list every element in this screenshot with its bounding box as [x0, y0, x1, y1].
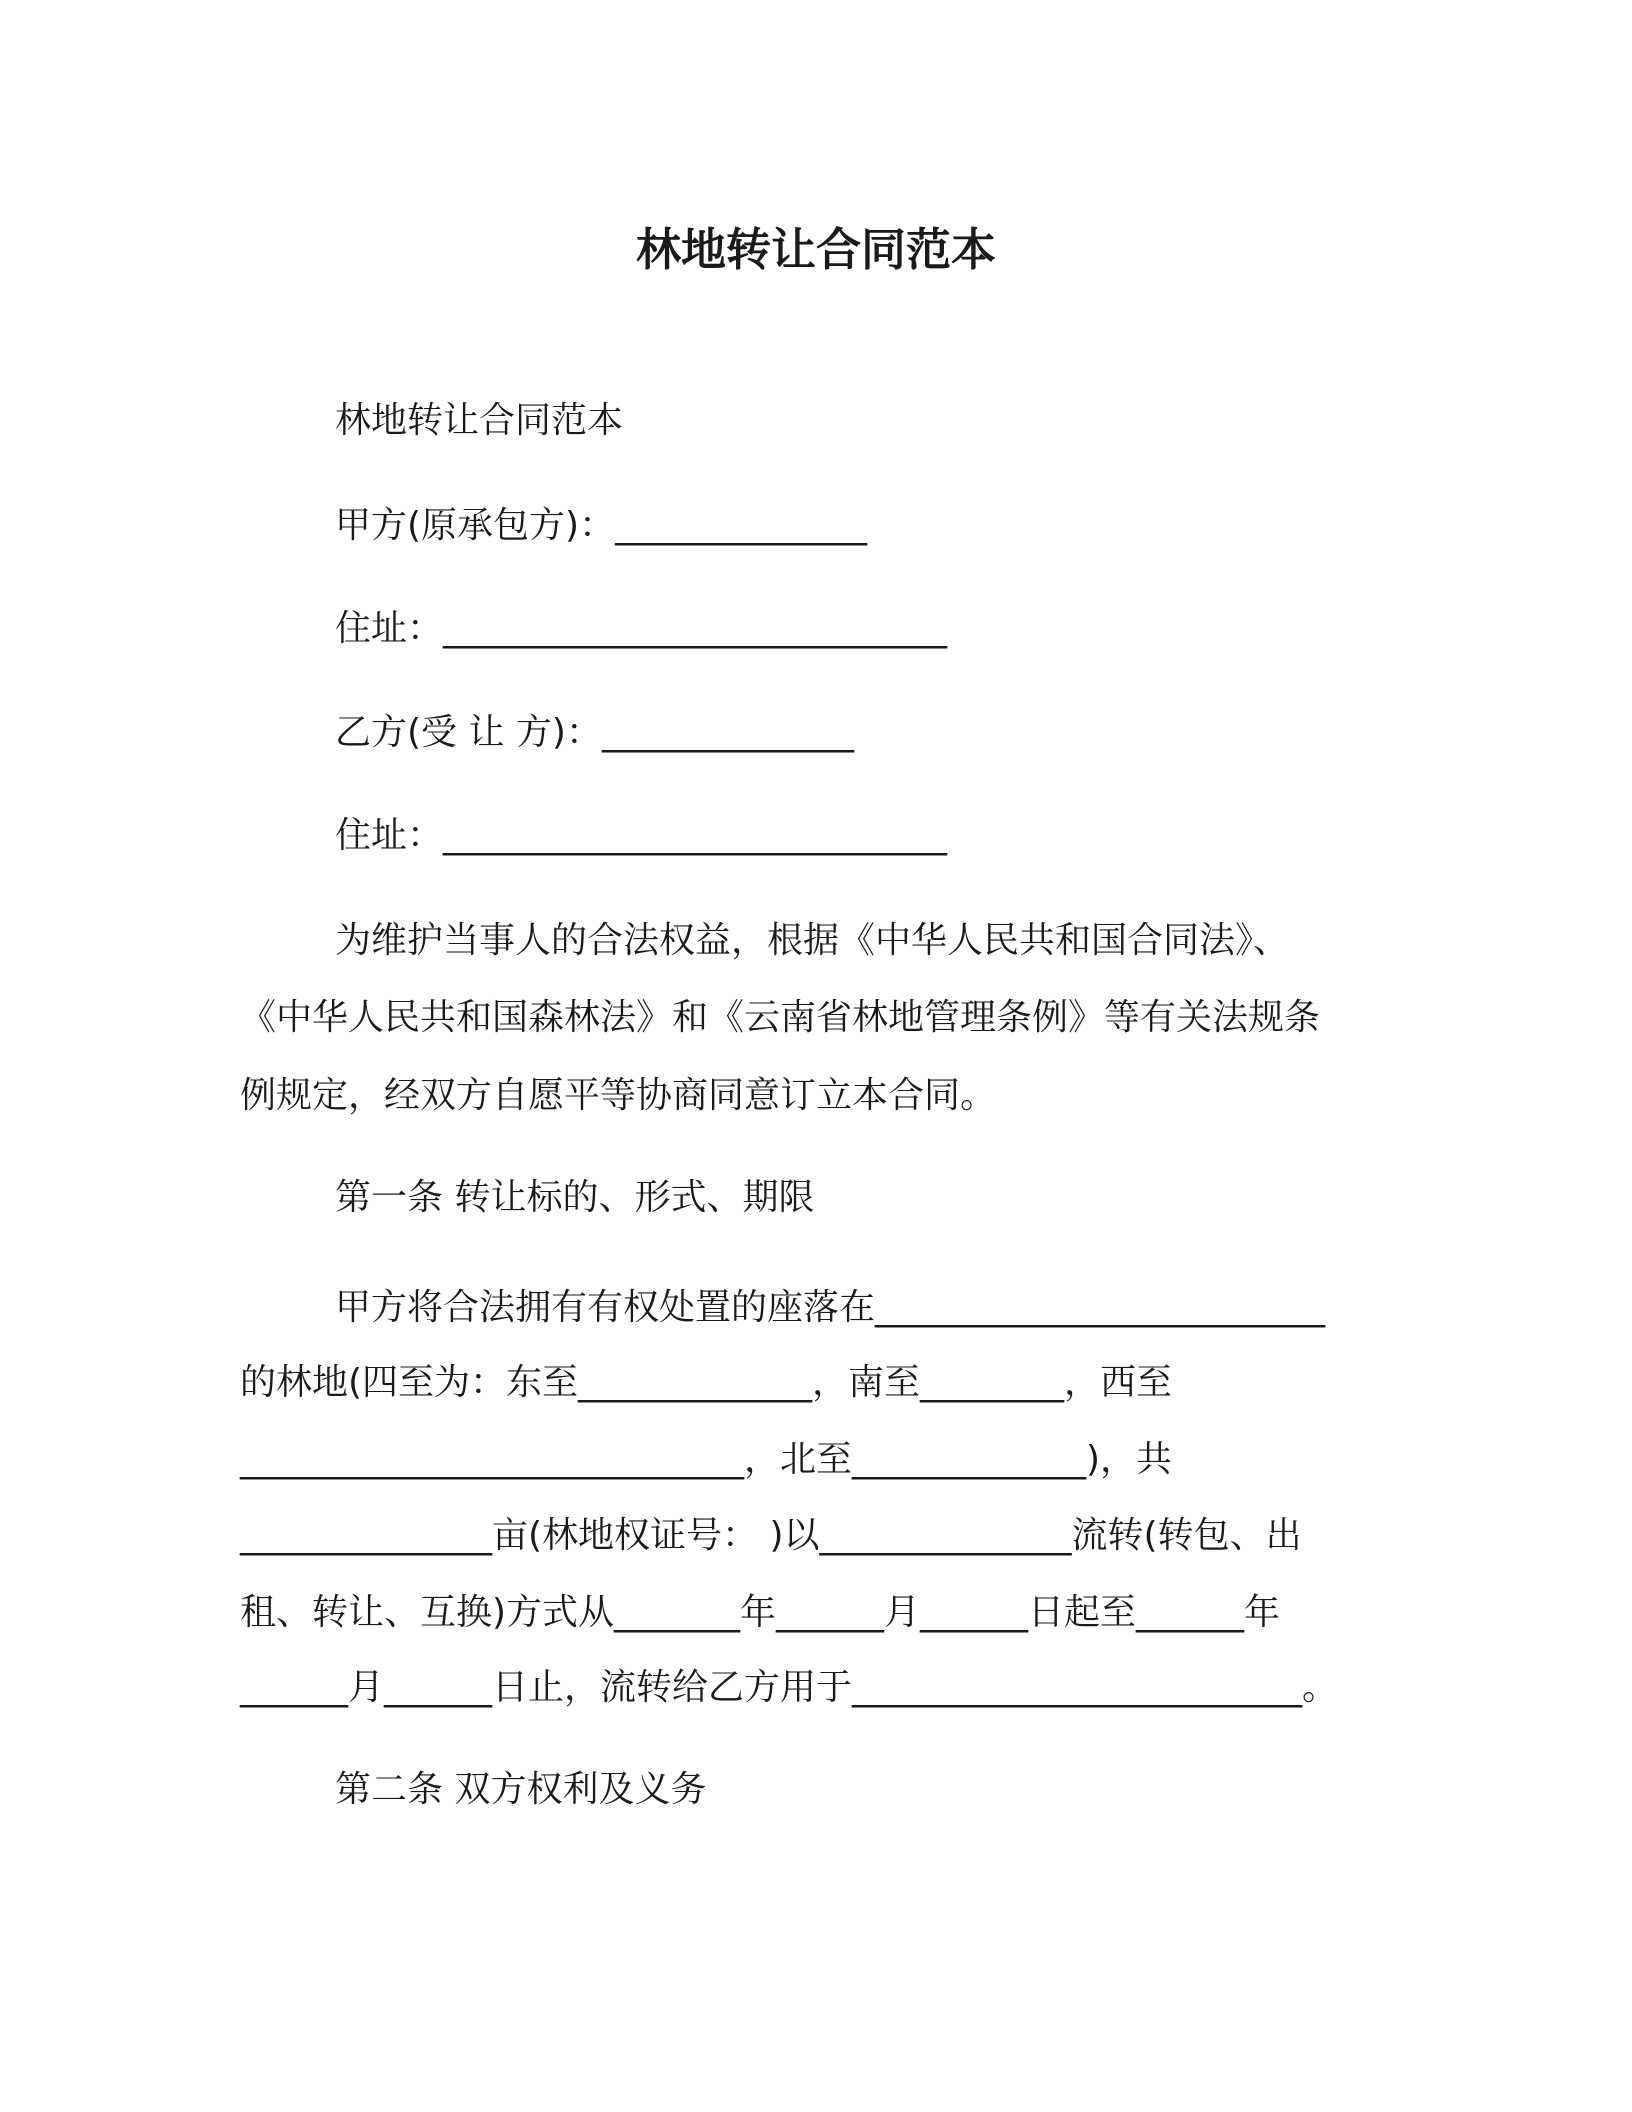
party-b-address-line: 住址：____________________________ [335, 815, 948, 856]
preamble-line: 为维护当事人的合法权益，根据《中华人民共和国合同法》、 [335, 920, 1290, 961]
article-1-line: 甲方将合法拥有有权处置的座落在_________________________ [335, 1287, 1326, 1328]
party-a-address-line: 住址：____________________________ [335, 608, 948, 649]
preamble-line: 例规定，经双方自愿平等协商同意订立本合同。 [240, 1075, 997, 1116]
document-title: 林地转让合同范本 [635, 223, 996, 276]
article-1-line: ____________________________，北至_____________)，共 [240, 1439, 1173, 1480]
article-1-line: 的林地(四至为：东至_____________，南至________，西至 [240, 1362, 1173, 1403]
article-1-heading: 第一条 转让标的、形式、期限 [335, 1177, 815, 1218]
article-2-heading: 第二条 双方权利及义务 [335, 1769, 707, 1810]
party-b-line: 乙方(受 让 方)：______________ [335, 712, 854, 753]
preamble-line: 《中华人民共和国森林法》和《云南省林地管理条例》等有关法规条 [240, 997, 1321, 1038]
article-1-line: ______________亩(林地权证号： )以______________流转(转包、出 [240, 1515, 1302, 1556]
article-1-line: ______月______日止，流转给乙方用于_________________________。 [240, 1667, 1339, 1708]
document-subtitle: 林地转让合同范本 [335, 400, 624, 441]
party-a-line: 甲方(原承包方)：______________ [335, 505, 868, 546]
article-1-line: 租、转让、互换)方式从_______年______月______日起至______年 [240, 1592, 1281, 1633]
